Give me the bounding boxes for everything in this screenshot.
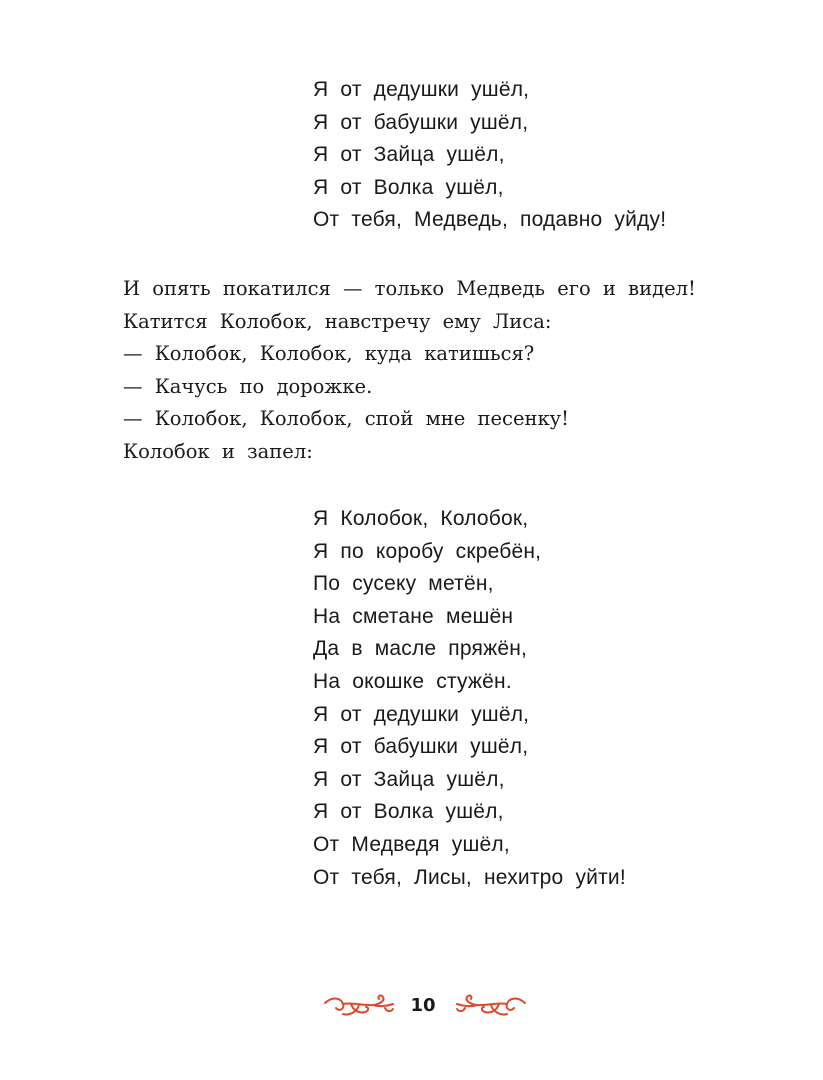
prose-line: Колобок и запел: — [123, 439, 313, 463]
prose-block — [123, 273, 696, 469]
verse-line: Я от бабушки ушёл, — [313, 735, 529, 759]
flourish-right-icon — [455, 992, 527, 1020]
verse-line: Я от Волка ушёл, — [313, 175, 504, 199]
prose-line: И опять покатился — только Медведь его и видел! — [123, 277, 696, 300]
verse-line: Да в масле пряжён, — [313, 637, 528, 661]
verse-line: От Медведя ушёл, — [313, 832, 510, 856]
verse-line: Я Колобок, Колобок, — [313, 507, 529, 530]
page-number: 10 — [410, 995, 436, 1016]
verse-line: Я от Зайца ушёл, — [313, 143, 505, 167]
verse-line: Я от дедушки ушёл, — [313, 78, 530, 101]
verse-block-2 — [313, 503, 626, 894]
prose-line: — Качусь по дорожке. — [123, 374, 373, 398]
verse-line: Я по коробу скребён, — [313, 539, 542, 563]
verse-line: Я от бабушки ушёл, — [313, 110, 529, 134]
verse-line: От тебя, Медведь, подавно уйду! — [313, 208, 667, 232]
verse-line: На окошке стужён. — [313, 669, 512, 693]
verse-line: На сметане мешён — [313, 604, 514, 628]
page-footer — [0, 988, 823, 1028]
verse-line: Я от дедушки ушёл, — [313, 702, 530, 726]
verse-line: От тебя, Лисы, нехитро уйти! — [313, 865, 626, 889]
verse-line: Я от Зайца ушёл, — [313, 767, 505, 791]
prose-line: — Колобок, Колобок, куда катишься? — [123, 342, 535, 366]
prose-line: — Колобок, Колобок, спой мне песенку! — [123, 407, 569, 431]
flourish-left-icon — [323, 992, 395, 1020]
verse-line: Я от Волка ушёл, — [313, 800, 504, 824]
verse-block-1 — [313, 74, 666, 237]
prose-line: Катится Колобок, навстречу ему Лиса: — [123, 309, 552, 333]
verse-line: По сусеку метён, — [313, 572, 494, 596]
